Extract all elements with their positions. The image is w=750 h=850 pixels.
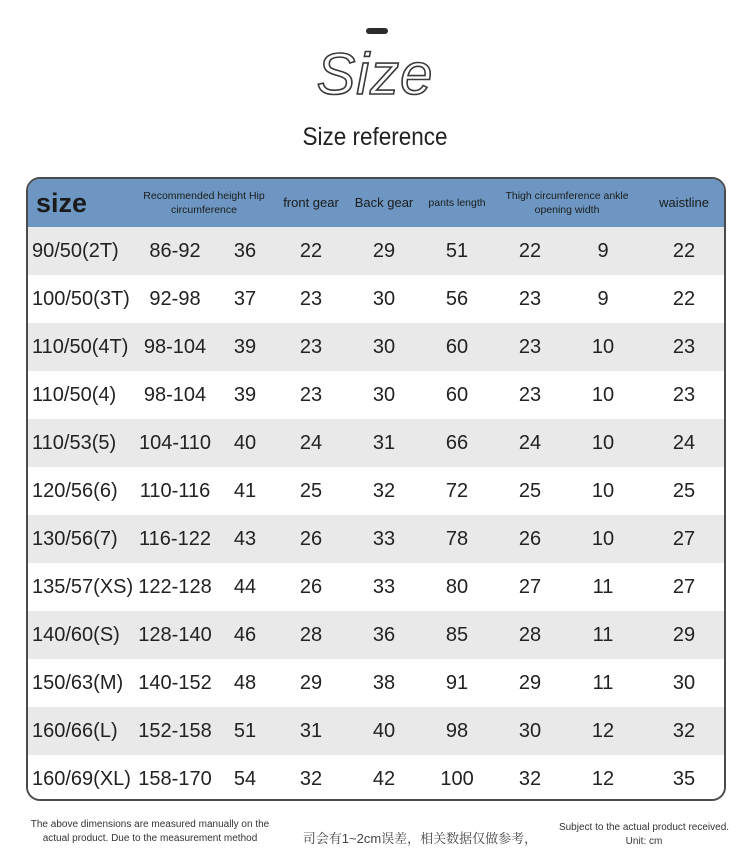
cell-thigh: 23	[518, 383, 542, 406]
table-row	[28, 371, 726, 419]
cell-height: 104-110	[139, 431, 211, 454]
cell-back-gear: 30	[372, 287, 396, 310]
cell-waistline: 35	[672, 767, 696, 790]
table-row	[28, 227, 726, 275]
cell-thigh: 27	[518, 575, 542, 598]
table-row	[28, 611, 726, 659]
cell-size: 140/60(S)	[32, 623, 120, 646]
cell-front-gear: 26	[299, 527, 323, 550]
cell-size: 160/66(L)	[32, 719, 118, 742]
cell-waistline: 22	[672, 287, 696, 310]
cell-ankle-opening: 11	[592, 671, 614, 694]
cell-back-gear: 33	[372, 575, 396, 598]
col-header-waistline: waistline	[659, 195, 709, 210]
cell-height: 152-158	[138, 719, 212, 742]
cell-hip: 43	[233, 527, 257, 550]
size-table	[28, 179, 726, 801]
cell-front-gear: 23	[299, 383, 323, 406]
cell-height: 140-152	[138, 671, 212, 694]
col-header-front-gear: front gear	[283, 195, 339, 210]
cell-height: 110-116	[139, 479, 211, 502]
cell-size: 135/57(XS)	[32, 575, 134, 598]
cell-hip: 41	[233, 479, 257, 502]
cell-waistline: 25	[672, 479, 696, 502]
footer-note-right-line2: Unit: cm	[625, 836, 663, 847]
cell-pants-length: 60	[445, 335, 469, 358]
col-header-pants-length: pants length	[428, 197, 486, 209]
table-row	[28, 515, 726, 563]
cell-waistline: 23	[672, 335, 696, 358]
cell-height: 158-170	[138, 767, 212, 790]
table-row	[28, 563, 726, 611]
cell-hip: 54	[233, 767, 257, 790]
cell-pants-length: 51	[445, 239, 469, 262]
cell-height: 116-122	[139, 527, 211, 550]
cell-front-gear: 31	[299, 719, 323, 742]
cell-size: 110/53(5)	[32, 431, 117, 454]
cell-front-gear: 23	[299, 287, 323, 310]
cell-ankle-opening: 12	[591, 767, 615, 790]
cell-hip: 39	[233, 335, 257, 358]
col-header-height-hip: Recommended height Hip circumference	[143, 190, 265, 216]
cell-height: 98-104	[143, 383, 207, 406]
cell-thigh: 24	[518, 431, 542, 454]
cell-size: 110/50(4T)	[32, 335, 129, 358]
cell-waistline: 27	[672, 527, 696, 550]
cell-pants-length: 60	[445, 383, 469, 406]
table-row	[28, 659, 726, 707]
cell-thigh: 29	[518, 671, 542, 694]
cell-ankle-opening: 10	[591, 335, 615, 358]
table-row	[28, 275, 726, 323]
cell-front-gear: 22	[299, 239, 323, 262]
cell-front-gear: 28	[299, 623, 323, 646]
table-row	[28, 707, 726, 755]
cell-hip: 40	[233, 431, 257, 454]
footer-note-left: The above dimensions are measured manually on the actual product. Due to the measurement method	[30, 819, 270, 844]
cell-thigh: 32	[518, 767, 542, 790]
col-header-size: size	[36, 188, 88, 218]
cell-waistline: 27	[672, 575, 696, 598]
page-title: Size	[316, 42, 434, 107]
cell-waistline: 22	[672, 239, 696, 262]
cell-ankle-opening: 9	[597, 239, 609, 262]
cell-waistline: 29	[672, 623, 696, 646]
cell-size: 160/69(XL)	[32, 767, 131, 790]
cell-thigh: 23	[518, 335, 542, 358]
cell-pants-length: 98	[445, 719, 469, 742]
cell-ankle-opening: 10	[591, 431, 615, 454]
col-header-thigh-ankle: Thigh circumference ankle opening width	[505, 190, 629, 216]
cell-size: 110/50(4)	[32, 383, 117, 406]
cell-thigh: 26	[518, 527, 542, 550]
cell-hip: 37	[233, 287, 257, 310]
cell-front-gear: 23	[299, 335, 323, 358]
cell-hip: 46	[233, 623, 257, 646]
top-dash-decoration	[366, 28, 388, 34]
cell-back-gear: 36	[372, 623, 396, 646]
cell-thigh: 25	[518, 479, 542, 502]
page-subtitle: Size reference	[302, 123, 448, 151]
cell-back-gear: 32	[372, 479, 396, 502]
cell-size: 90/50(2T)	[32, 239, 119, 262]
cell-height: 98-104	[143, 335, 207, 358]
cell-size: 120/56(6)	[32, 479, 118, 502]
cell-ankle-opening: 9	[597, 287, 609, 310]
table-row	[28, 323, 726, 371]
cell-pants-length: 85	[445, 623, 469, 646]
table-row	[28, 419, 726, 467]
cell-pants-length: 80	[445, 575, 469, 598]
cell-hip: 39	[233, 383, 257, 406]
cell-pants-length: 56	[445, 287, 469, 310]
cell-back-gear: 40	[372, 719, 396, 742]
footer-note-right-line1: Subject to the actual product received.	[558, 822, 730, 833]
table-row	[28, 755, 726, 801]
cell-pants-length: 72	[445, 479, 469, 502]
cell-hip: 44	[233, 575, 257, 598]
cell-waistline: 30	[672, 671, 696, 694]
cell-ankle-opening: 10	[591, 383, 615, 406]
cell-height: 128-140	[138, 623, 212, 646]
footer-note-middle: 司会有1~2cm误差，相关数据仅做参考，	[302, 831, 538, 846]
cell-height: 92-98	[149, 287, 201, 310]
table-header-row	[28, 179, 726, 227]
cell-thigh: 28	[518, 623, 542, 646]
cell-front-gear: 24	[299, 431, 323, 454]
cell-back-gear: 31	[372, 431, 396, 454]
cell-front-gear: 29	[299, 671, 323, 694]
cell-size: 150/63(M)	[32, 671, 124, 694]
cell-size: 100/50(3T)	[32, 287, 130, 310]
cell-hip: 51	[233, 719, 257, 742]
size-table-frame	[26, 177, 726, 801]
cell-back-gear: 38	[372, 671, 396, 694]
cell-hip: 36	[233, 239, 257, 262]
cell-pants-length: 66	[445, 431, 469, 454]
cell-front-gear: 26	[299, 575, 323, 598]
footer-note-right	[556, 821, 732, 849]
cell-pants-length: 78	[445, 527, 469, 550]
cell-front-gear: 25	[299, 479, 323, 502]
cell-thigh: 30	[518, 719, 542, 742]
cell-waistline: 32	[672, 719, 696, 742]
cell-ankle-opening: 10	[591, 479, 615, 502]
cell-ankle-opening: 11	[592, 575, 614, 598]
cell-hip: 48	[233, 671, 257, 694]
cell-height: 122-128	[138, 575, 212, 598]
table-body	[28, 227, 726, 801]
cell-back-gear: 30	[372, 383, 396, 406]
cell-ankle-opening: 10	[591, 527, 615, 550]
table-row	[28, 467, 726, 515]
cell-back-gear: 42	[372, 767, 396, 790]
cell-height: 86-92	[149, 239, 201, 262]
cell-waistline: 24	[672, 431, 696, 454]
cell-back-gear: 29	[372, 239, 396, 262]
col-header-back-gear: Back gear	[354, 195, 414, 210]
cell-back-gear: 30	[372, 335, 396, 358]
cell-back-gear: 33	[372, 527, 396, 550]
cell-ankle-opening: 11	[592, 623, 614, 646]
cell-waistline: 23	[672, 383, 696, 406]
cell-pants-length: 100	[440, 767, 474, 790]
cell-ankle-opening: 12	[591, 719, 615, 742]
cell-size: 130/56(7)	[32, 527, 118, 550]
cell-thigh: 22	[518, 239, 542, 262]
cell-front-gear: 32	[299, 767, 323, 790]
cell-thigh: 23	[518, 287, 542, 310]
cell-pants-length: 91	[445, 671, 469, 694]
